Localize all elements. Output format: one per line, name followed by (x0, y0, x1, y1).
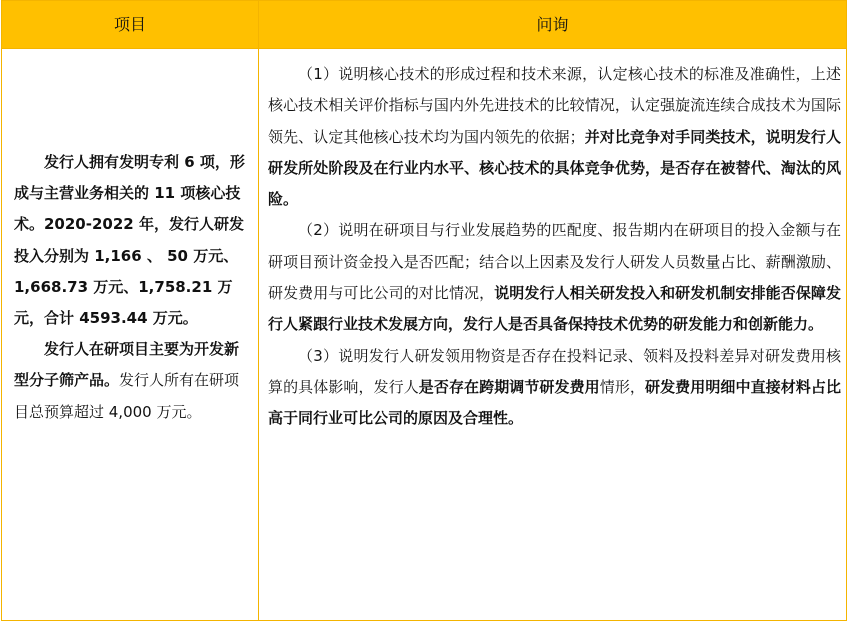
header-project: 项目 (113, 15, 146, 34)
inquiry-1-bold: 并对比竞争对手同类技术，说明发行人研发所处阶段及在行业内水平、核心技术的具体竞争优势，是否存在被替代、淘汰的风险。 (268, 127, 841, 209)
inquiry-3-text-a: （3）说明发行人研发领用物资是否存在投料记录、领料及投料差异对研发费用核算的具体影响，发行人 (268, 346, 841, 396)
inquiry-2-text: （2）说明在研项目与行业发展趋势的匹配度、报告期内在研项目的投入金额与在研项目预计资金投入是否匹配；结合以上因素及发行人研发人员数量占比、薪酬激励、研发费用与可比公司的对比情况， (268, 221, 841, 303)
table-header (2, 1, 846, 49)
inquiry-item-1 (268, 59, 841, 215)
inquiry-3-text-b: 情形， (599, 377, 646, 396)
project-text-1: 发行人拥有发明专利 6 项，形成与主营业务相关的 11 项核心技术。2020-2022 年，发行人研发投入分别为 1,166 、 50 万元、1,668.73 万元、1,758.21 万元，合计 4593.44 万元。 (14, 153, 245, 328)
inquiry-item-3 (268, 341, 841, 435)
project-text-2: 发行人所有在研项目总预算超过 4,000 万元。 (14, 371, 240, 421)
column-divider (258, 1, 259, 620)
project-text-2-bold: 发行人在研项目主要为开发新型分子筛产品。 (14, 340, 240, 390)
inquiry-1-text: （1）说明核心技术的形成过程和技术来源，认定核心技术的标准及准确性，上述核心技术相关评价指标与国内外先进技术的比较情况，认定强旋流连续合成技术为国际领先、认定其他核心技术均为国内领先的依据； (268, 65, 841, 146)
inquiry-3-bold-a: 是否存在跨期调节研发费用 (418, 377, 600, 396)
project-para-2 (14, 334, 252, 428)
inquiry-item-2 (268, 215, 841, 340)
inquiry-table (1, 0, 847, 621)
inquiry-cell (268, 59, 841, 435)
project-cell (14, 147, 252, 428)
header-inquiry: 问询 (536, 15, 569, 34)
project-para-1 (14, 147, 252, 334)
inquiry-3-bold-b: 研发费用明细中直接材料占比高于同行业可比公司的原因及合理性。 (268, 377, 841, 428)
inquiry-2-bold: 说明发行人相关研发投入和研发机制安排能否保障发行人紧跟行业技术发展方向，发行人是否具备保持技术优势的研发能力和创新能力。 (268, 284, 841, 334)
